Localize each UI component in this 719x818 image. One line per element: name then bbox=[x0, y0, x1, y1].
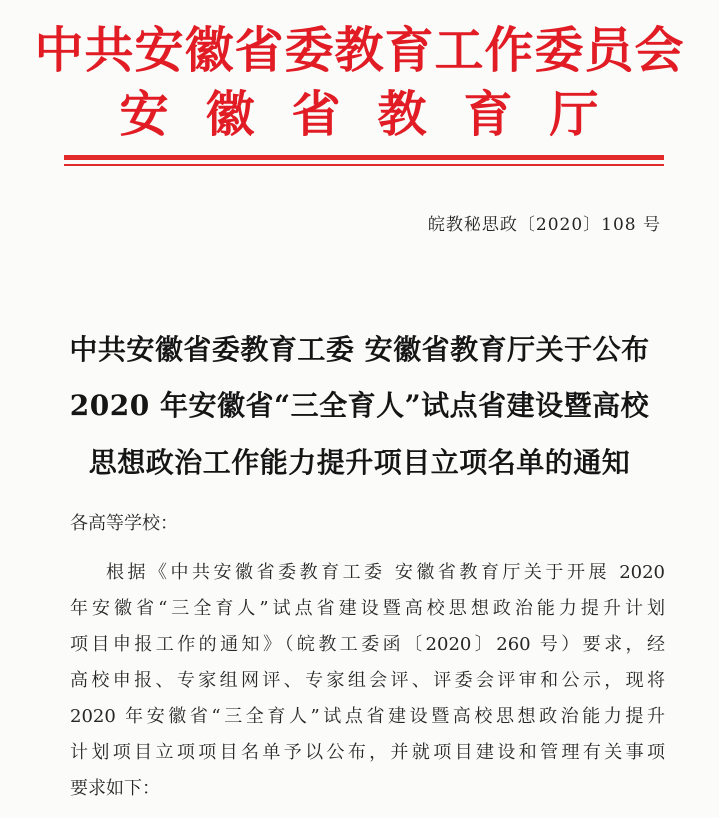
document-title-line-3: 思想政治工作能力提升项目立项名单的通知 bbox=[88, 446, 631, 479]
red-header-rule-thick bbox=[64, 155, 664, 160]
body-text-line: 计划项目立项项目名单予以公布，并就项目建设和管理有关事项 bbox=[70, 742, 665, 763]
body-text-line: 高校申报、专家组网评、专家组会评、评委会评审和公示，现将 bbox=[70, 670, 665, 691]
body-text-line: 年安徽省“三全育人”试点省建设暨高校思想政治能力提升计划 bbox=[70, 598, 665, 619]
red-header-rule-thin bbox=[64, 164, 664, 166]
document-title-line-2: 2020 年安徽省“三全育人”试点省建设暨高校 bbox=[69, 389, 650, 422]
document-number: 皖教秘思政〔2020〕108 号 bbox=[427, 215, 661, 235]
document-title-line-1: 中共安徽省委教育工委 安徽省教育厅关于公布 bbox=[69, 333, 650, 366]
issuer-name-line-2: 安徽省教育厅 bbox=[119, 85, 636, 143]
body-text-line: 项目申报工作的通知》（皖教工委函〔2020〕260 号）要求，经 bbox=[70, 634, 665, 655]
salutation: 各高等学校： bbox=[70, 513, 178, 534]
body-text-line: 要求如下： bbox=[70, 778, 160, 799]
body-text-line: 根据《中共安徽省委教育工委 安徽省教育厅关于开展 2020 bbox=[106, 562, 665, 583]
issuer-name-line-1: 中共安徽省委教育工作委员会 bbox=[34, 21, 685, 79]
body-text-line: 2020 年安徽省“三全育人”试点省建设暨高校思想政治能力提升 bbox=[70, 706, 665, 727]
